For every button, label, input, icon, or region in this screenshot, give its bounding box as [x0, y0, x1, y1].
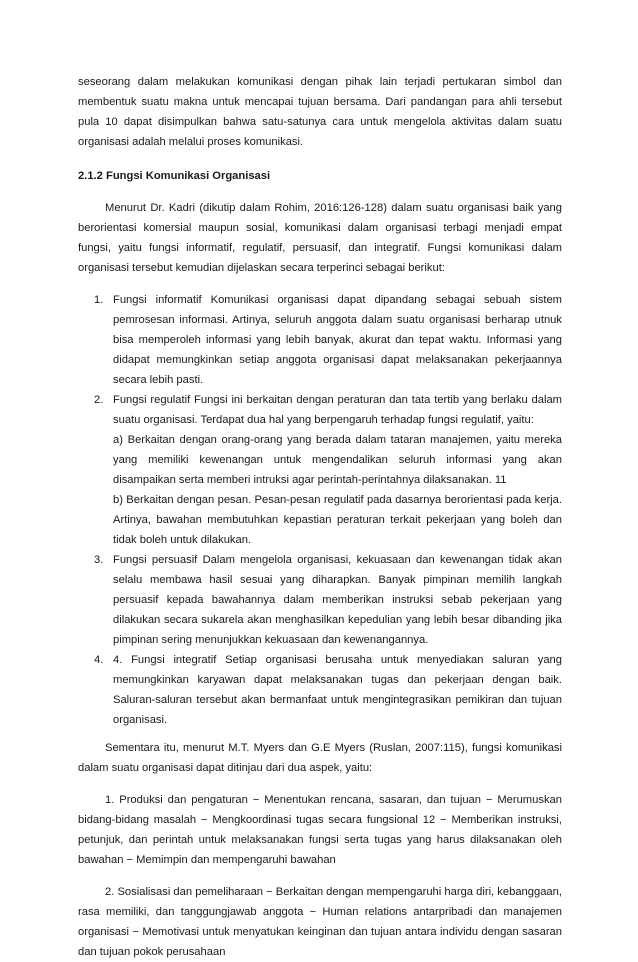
list-number: 3. [94, 554, 104, 566]
list-item-text: Fungsi regulatif Fungsi ini berkaitan dengan peraturan dan tata tertib yang berlaku dalam suatu organisasi. Terdapat dua hal yang berpengaruh terhadap fungsi regulatif, yaitu: [113, 394, 562, 426]
list-number: 4. [94, 654, 104, 666]
list-item [78, 650, 562, 730]
sub-item-a: a) Berkaitan dengan orang-orang yang berada dalam tataran manajemen, yaitu mereka yang memiliki kewenangan untuk mengendalikan seluruh informasi yang akan disampaikan serta memberi intruksi agar perintah-perintahnya dilaksanakan. 11 [113, 434, 562, 486]
list-item-text: 4. Fungsi integratif Setiap organisasi berusaha untuk menyediakan saluran yang memungkinkan karyawan dapat melaksanakan tugas dan pekerjaan dengan baik. Saluran-saluran tersebut akan bermanfaat untuk mengintegrasikan pemikiran dan tujuan organisasi. [113, 654, 562, 726]
aspect-production-paragraph: 1. Produksi dan pengaturan − Menentukan rencana, sasaran, dan tujuan − Merumuskan bidang-bidang masalah − Mengkoordinasi tugas secara fungsional 12 − Memberikan instruksi, petunjuk, dan perintah untuk melaksanakan fungsi serta tugas yang harus dilaksanakan oleh bawahan − Memimpin dan mempengaruhi bawahan [78, 794, 562, 866]
function-list [78, 290, 562, 730]
list-item [78, 550, 562, 650]
list-number: 1. [94, 294, 104, 306]
page-body [78, 72, 562, 962]
list-item-text: Fungsi persuasif Dalam mengelola organisasi, kekuasaan dan kewenangan tidak akan selalu membawa hasil sesuai yang diharapkan. Banyak pimpinan memilih langkah persuasif kepada bawahannya dalam memberikan instruksi sebab pekerjaan yang dilakukan secara sukarela akan menghasilkan kepedulian yang lebih besar dibanding jika pimpinan sering menunjukkan kekuasaan dan kewenangannya. [113, 554, 562, 646]
section-heading: 2.1.2 Fungsi Komunikasi Organisasi [78, 170, 271, 182]
list-number: 2. [94, 394, 104, 406]
opening-paragraph: seseorang dalam melakukan komunikasi dengan pihak lain terjadi pertukaran simbol dan membentuk suatu makna untuk mencapai tujuan bersama. Dari pandangan para ahli tersebut pula 10 dapat disimpulkan bahwa satu-satunya cara untuk mengelola aktivitas dalam suatu organisasi adalah melalui proses komunikasi. [78, 76, 562, 148]
list-item-text: Fungsi informatif Komunikasi organisasi dapat dipandang sebagai sebuah sistem pemrosesan informasi. Artinya, seluruh anggota dalam suatu organisasi berharap utnuk bisa memperoleh informasi yang lebih banyak, akurat dan tepat waktu. Informasi yang didapat memungkinkan setiap anggota organisasi dapat melaksanakan pekerjaannya secara lebih pasti. [113, 294, 562, 386]
list-item [78, 290, 562, 390]
list-item [78, 390, 562, 550]
myers-paragraph: Sementara itu, menurut M.T. Myers dan G.E Myers (Ruslan, 2007:115), fungsi komunikasi dalam suatu organisasi dapat ditinjau dari dua aspek, yaitu: [78, 742, 562, 774]
intro-paragraph: Menurut Dr. Kadri (dikutip dalam Rohim, 2016:126-128) dalam suatu organisasi baik yang berorientasi komersial maupun sosial, komunikasi dalam organisasi terbagi menjadi empat fungsi, yaitu fungsi informatif, regulatif, persuasif, dan integratif. Fungsi komunikasi dalam organisasi tersebut kemudian dijelaskan secara terperinci sebagai berikut: [78, 202, 562, 274]
aspect-socialization-paragraph: 2. Sosialisasi dan pemeliharaan − Berkaitan dengan mempengaruhi harga diri, kebanggaan, rasa memiliki, dan tanggungjawab anggota − Human relations antarpribadi dan manajemen organisasi − Memotivasi untuk menyatukan keinginan dan tujuan antara individu dengan sasaran dan tujuan pokok perusahaan [78, 886, 562, 958]
sub-item-b: b) Berkaitan dengan pesan. Pesan-pesan regulatif pada dasarnya berorientasi pada kerja. Artinya, bawahan membutuhkan kepastian peraturan terkait pekerjaan yang boleh dan tidak boleh untuk dilakukan. [113, 494, 562, 546]
